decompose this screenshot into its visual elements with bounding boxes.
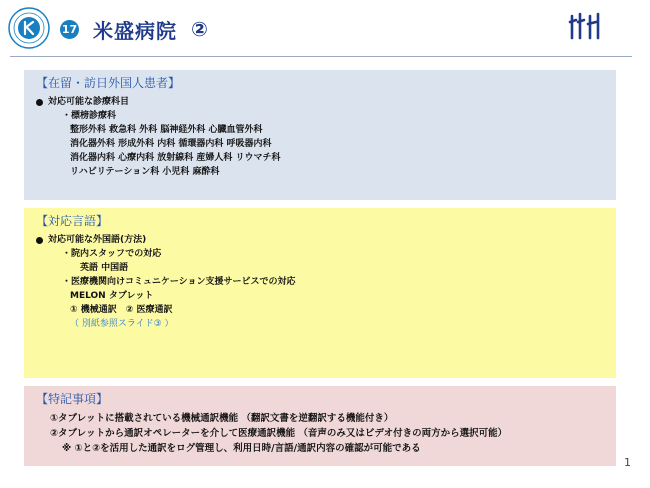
sub-item: ・医療機関向けコミュニケーション支援サービスでの対応 <box>62 277 296 287</box>
sub-item-value: 英語 中国語 <box>80 263 129 273</box>
page-title-suffix: ② <box>191 17 208 41</box>
foreign-patients-panel <box>24 70 616 200</box>
bullet-item <box>36 95 604 109</box>
sub-item: ・院内スタッフでの対応 <box>62 249 162 259</box>
bullet-dot-icon <box>36 237 43 244</box>
section-heading: 【対応言語】 <box>36 214 109 228</box>
bullet-label: 対応可能な外国語(方法) <box>48 235 147 245</box>
page-title: 米盛病院 <box>93 18 177 43</box>
brand-logo <box>566 10 606 46</box>
sub-item: ・標榜診療科 <box>62 111 117 121</box>
languages-panel <box>24 208 616 378</box>
note-line: ※ ①と②を活用した通訳をログ管理し、利用日時/言語/通訳内容の確認が可能である <box>62 443 421 454</box>
department-row: リハビリテーション科 小児科 麻酔科 <box>70 167 220 177</box>
special-notes-panel <box>24 386 616 466</box>
section-heading: 【特記事項】 <box>36 392 109 406</box>
sub-item-value: MELON タブレット <box>70 291 154 301</box>
bullet-label: 対応可能な診療科目 <box>48 97 130 107</box>
bullet-dot-icon <box>36 99 43 106</box>
page-number: 1 <box>624 456 631 469</box>
department-row: 整形外科 救急科 外科 脳神経外科 心臓血管外科 <box>70 125 263 135</box>
reference-note-link[interactable]: （ 別紙参照スライド③ ） <box>70 319 174 329</box>
hospital-seal-logo <box>8 7 50 49</box>
header-divider <box>10 56 632 57</box>
slide-number-badge: 17 <box>60 20 79 39</box>
note-line: ①タブレットに搭載されている機械通訳機能 （翻訳文書を逆翻訳する機能付き） <box>50 413 394 424</box>
title-row <box>60 14 208 44</box>
interpretation-methods: ① 機械通訳 ② 医療通訳 <box>70 305 173 315</box>
department-row: 消化器外科 形成外科 内科 循環器内科 呼吸器内科 <box>70 139 272 149</box>
department-row: 消化器内科 心療内科 放射線科 産婦人科 リウマチ科 <box>70 153 281 163</box>
note-line: ②タブレットから通訳オペレーターを介して医療通訳機能 （音声のみ又はビデオ付きの両方から選択可能） <box>50 428 508 439</box>
section-heading: 【在留・訪日外国人患者】 <box>36 76 181 90</box>
bullet-item <box>36 233 604 247</box>
